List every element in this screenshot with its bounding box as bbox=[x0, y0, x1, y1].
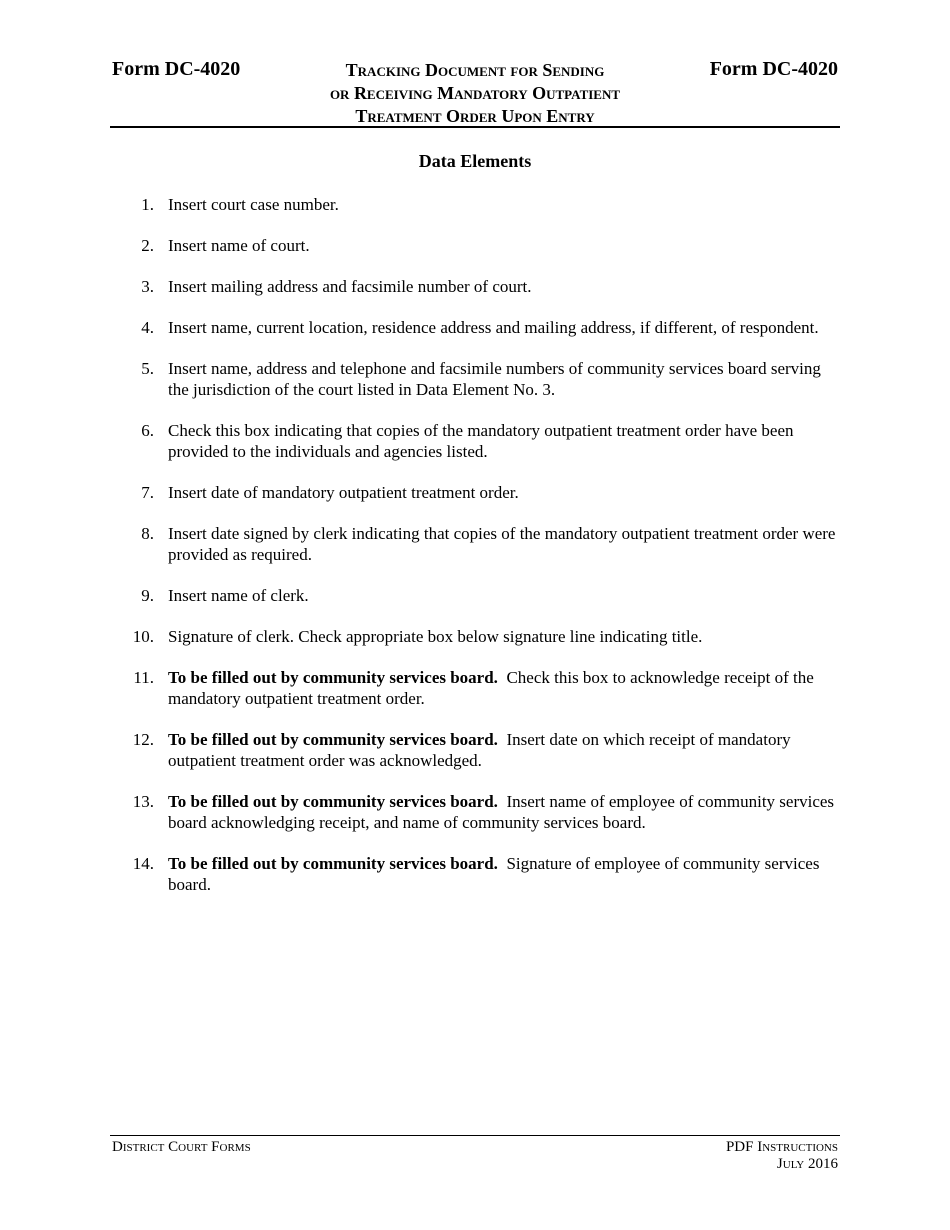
item-text: Insert name of employee of community services board acknowledging receipt, and name of community services board. bbox=[168, 792, 839, 832]
item-number: 6. bbox=[141, 421, 154, 440]
page-header bbox=[110, 58, 840, 128]
item-number: 2. bbox=[141, 236, 154, 255]
list-item bbox=[110, 235, 840, 256]
form-number-right: Form DC-4020 bbox=[709, 58, 838, 80]
list-item bbox=[110, 585, 840, 606]
document-title bbox=[275, 59, 675, 128]
document-title-line: Treatment Order Upon Entry bbox=[355, 106, 595, 126]
list-item bbox=[110, 667, 840, 709]
item-number: 10. bbox=[132, 627, 154, 646]
item-text: Insert name of court. bbox=[168, 236, 310, 255]
footer-pdf-label: PDF Instructions bbox=[725, 1139, 838, 1155]
item-text: Insert name of clerk. bbox=[168, 586, 309, 605]
item-text: Insert court case number. bbox=[168, 195, 339, 214]
item-bold-lead: To be filled out by community services board. bbox=[168, 730, 498, 749]
footer-date: July 2016 bbox=[776, 1156, 838, 1172]
item-bold-lead: To be filled out by community services board. bbox=[168, 854, 498, 873]
footer-info bbox=[726, 1139, 838, 1173]
document-title-line: or Receiving Mandatory Outpatient bbox=[329, 83, 621, 103]
item-text: Signature of employee of community services board. bbox=[168, 854, 824, 894]
list-item bbox=[110, 317, 840, 338]
item-text: Check this box to acknowledge receipt of the mandatory outpatient treatment order. bbox=[168, 668, 819, 708]
list-item bbox=[110, 523, 840, 565]
item-text: Insert date on which receipt of mandatory outpatient treatment order was acknowledged. bbox=[168, 730, 795, 770]
item-number: 1. bbox=[141, 195, 154, 214]
item-bold-lead: To be filled out by community services board. bbox=[168, 668, 498, 687]
item-text: Insert date of mandatory outpatient treatment order. bbox=[168, 483, 519, 502]
item-text: Insert date signed by clerk indicating that copies of the mandatory outpatient treatment order were provided as required. bbox=[168, 524, 836, 564]
item-text: Check this box indicating that copies of the mandatory outpatient treatment order have been provided to the individuals and agencies listed. bbox=[168, 421, 794, 461]
list-item bbox=[110, 626, 840, 647]
item-text: Insert name, current location, residence address and mailing address, if different, of respondent. bbox=[168, 318, 819, 337]
list-item bbox=[110, 729, 840, 771]
item-text: Insert mailing address and facsimile number of court. bbox=[168, 277, 532, 296]
item-number: 4. bbox=[141, 318, 154, 337]
document-title-line: Tracking Document for Sending bbox=[345, 60, 605, 80]
item-text: Insert name, address and telephone and facsimile numbers of community services board serving the jurisdiction of the court listed in Data Element No. 3. bbox=[168, 359, 821, 399]
list-item bbox=[110, 853, 840, 895]
item-number: 13. bbox=[132, 792, 154, 811]
item-number: 11. bbox=[133, 668, 154, 687]
item-number: 8. bbox=[141, 524, 154, 543]
list-item bbox=[110, 194, 840, 215]
data-elements-list bbox=[110, 194, 840, 915]
footer-source: District Court Forms bbox=[112, 1139, 251, 1155]
item-number: 7. bbox=[141, 483, 154, 502]
item-number: 14. bbox=[132, 854, 154, 873]
item-number: 5. bbox=[141, 359, 154, 378]
item-number: 3. bbox=[141, 277, 154, 296]
list-item bbox=[110, 791, 840, 833]
list-item bbox=[110, 482, 840, 503]
item-text: Signature of clerk. Check appropriate box below signature line indicating title. bbox=[168, 627, 703, 646]
list-item bbox=[110, 358, 840, 400]
page-footer bbox=[110, 1135, 840, 1172]
section-heading: Data Elements bbox=[418, 151, 532, 171]
item-number: 12. bbox=[132, 730, 154, 749]
form-number-left: Form DC-4020 bbox=[112, 58, 241, 80]
item-bold-lead: To be filled out by community services board. bbox=[168, 792, 498, 811]
list-item bbox=[110, 420, 840, 462]
item-number: 9. bbox=[141, 586, 154, 605]
list-item bbox=[110, 276, 840, 297]
